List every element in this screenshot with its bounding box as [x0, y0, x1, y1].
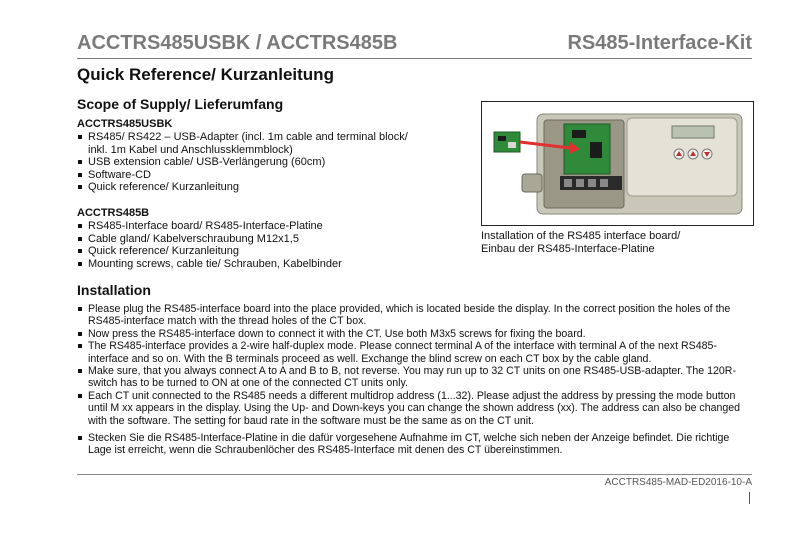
installation-heading: Installation: [77, 282, 151, 298]
list-item: USB extension cable/ USB-Verlängerung (60cm): [77, 156, 417, 169]
list-item: Make sure, that you always connect A to A and B to B, not reverse. You may run up to 32 CT units on one RS485-USB-adapter. The 120R-switch has to be turned to ON at one of the connected CT units only.: [77, 365, 753, 390]
footer-divider: [77, 474, 752, 475]
list-item: Cable gland/ Kabelverschraubung M12x1,5: [77, 233, 437, 246]
b-supply-list: [77, 220, 437, 270]
footer-mark: [749, 492, 750, 504]
list-item: Each CT unit connected to the RS485 needs a different multidrop address (1...32). Please adjust the address by pressing the mode button until M xx appears in the display. Using the Up- and Down-keys you can change the shown address (xx). The address can also be changed with the software. The setting for baud rate in the software must be the same as on the CT unit.: [77, 390, 753, 427]
list-item: Please plug the RS485-interface board into the place provided, which is located beside the display. In the correct position the holes of the RS485-interface match with the thread holes of the CT box.: [77, 303, 753, 328]
usbk-heading: ACCTRS485USBK: [77, 118, 173, 130]
footer-document-code: ACCTRS485-MAD-ED2016-10-A: [604, 477, 752, 488]
caption-line-2: Einbau der RS485-Interface-Platine: [481, 243, 655, 255]
list-item: Software-CD: [77, 169, 417, 182]
list-item: RS485/ RS422 – USB-Adapter (incl. 1m cable and terminal block/ inkl. 1m Kabel und Anschlussklemmblock): [77, 131, 417, 156]
installation-photo: [481, 101, 754, 226]
usbk-supply-list: [77, 131, 417, 194]
quick-reference-heading: Quick Reference/ Kurzanleitung: [77, 65, 334, 84]
document-title: ACCTRS485USBK / ACCTRS485B: [77, 32, 398, 54]
list-item: RS485-Interface board/ RS485-Interface-Platine: [77, 220, 437, 233]
scope-of-supply-heading: Scope of Supply/ Lieferumfang: [77, 96, 284, 112]
list-item: The RS485-interface provides a 2-wire half-duplex mode. Please connect terminal A of the interface with terminal A of the next RS485-interface and so on. With the B terminals proceed as well. Exchange the blind screw on each CT box by the cable gland.: [77, 340, 753, 365]
installation-illustration: [482, 102, 753, 225]
list-item: Stecken Sie die RS485-Interface-Platine in die dafür vorgesehene Aufnahme im CT, welche sich neben der Anzeige befindet. Die richtige Lage ist erreicht, wenn die Schraubenlöcher des RS485-Interface mit denen des CT übereinstimmen.: [77, 432, 753, 457]
list-item: Quick reference/ Kurzanleitung: [77, 181, 417, 194]
list-item: Now press the RS485-interface down to connect it with the CT. Use both M3x5 screws for fixing the board.: [77, 328, 753, 340]
figure-caption: [481, 230, 761, 256]
installation-list: [77, 303, 753, 457]
list-item: Mounting screws, cable tie/ Schrauben, Kabelbinder: [77, 258, 437, 271]
b-heading: ACCTRS485B: [77, 207, 150, 219]
list-item: Quick reference/ Kurzanleitung: [77, 245, 437, 258]
page-header: [77, 30, 752, 59]
kit-title: RS485-Interface-Kit: [567, 32, 752, 54]
caption-line-1: Installation of the RS485 interface board/: [481, 230, 681, 242]
